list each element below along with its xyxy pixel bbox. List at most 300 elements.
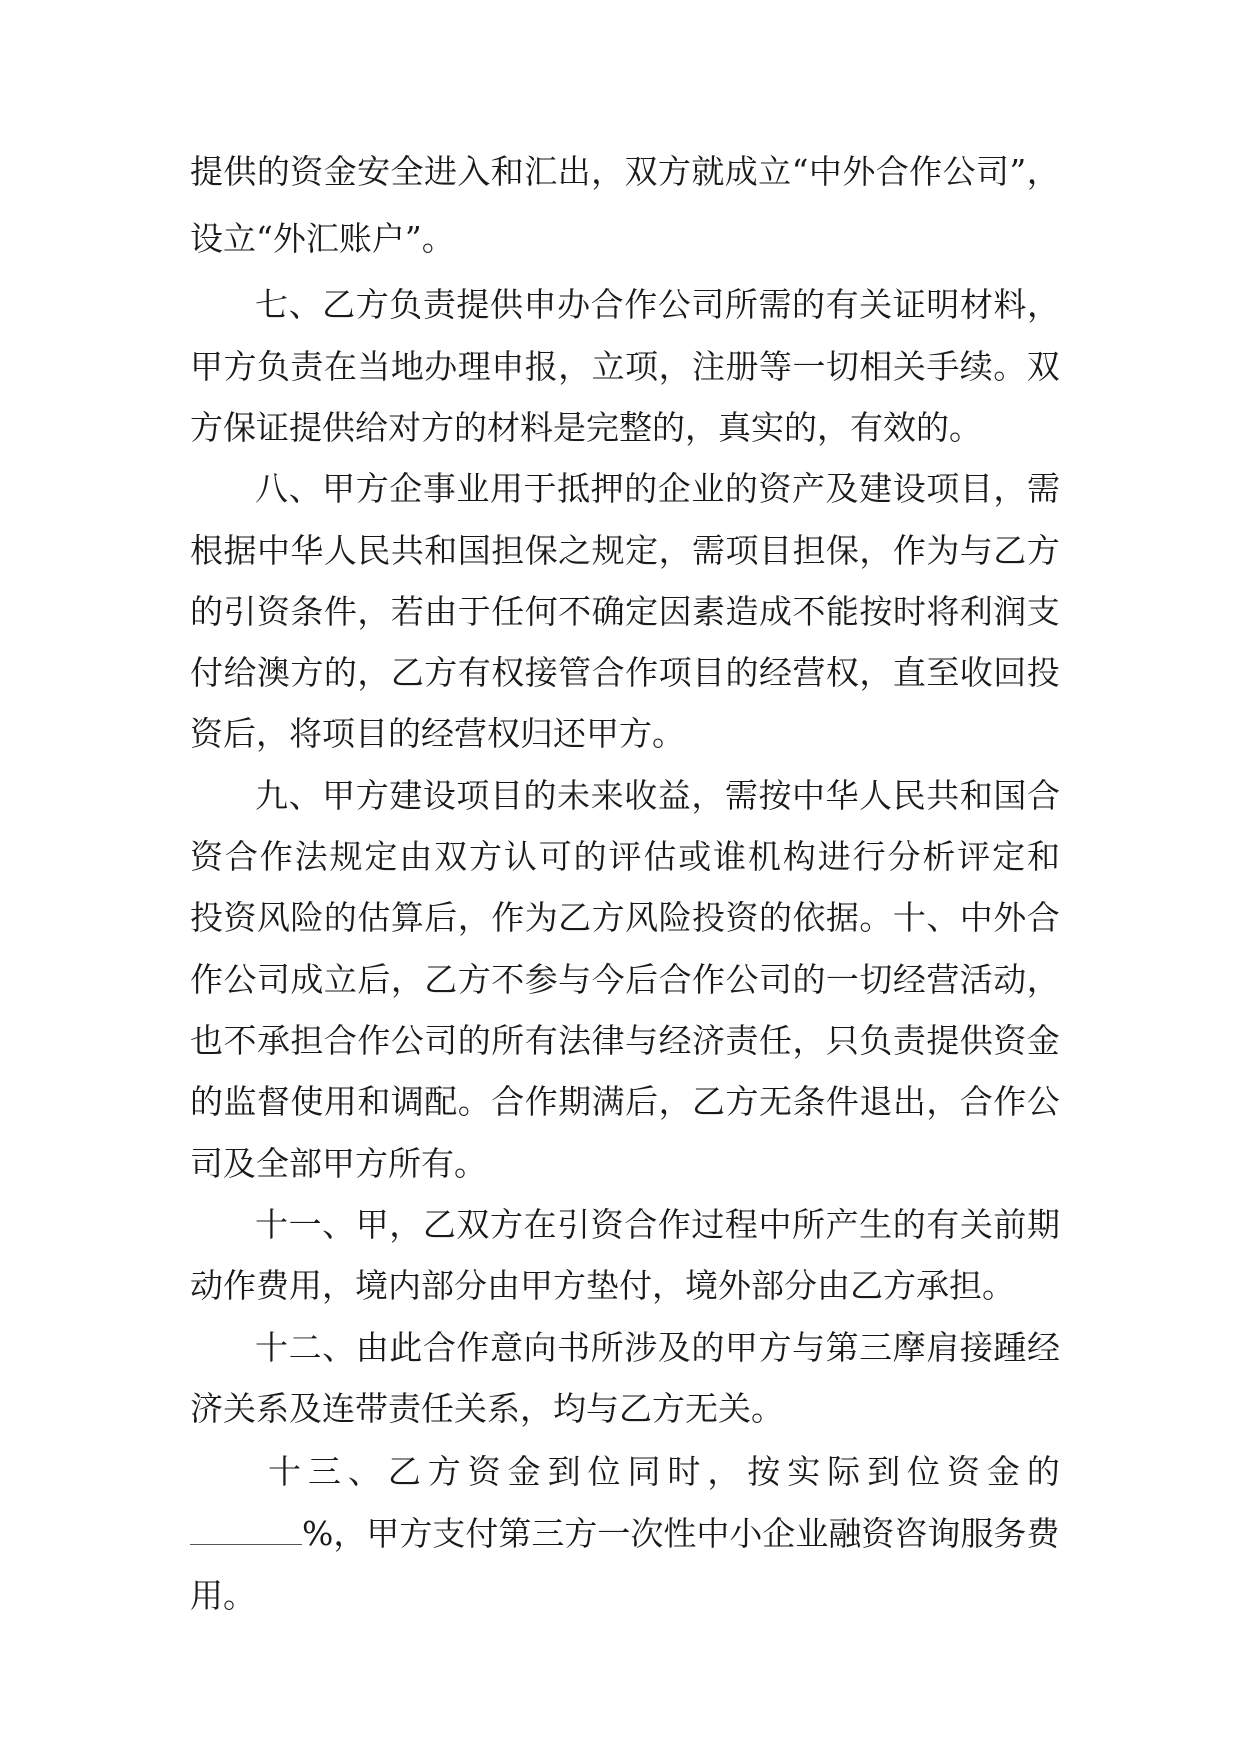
text-char: 合 <box>422 1328 456 1367</box>
text-line <box>255 1205 1060 1245</box>
text-char: 责 <box>422 285 456 324</box>
text-char: 公 <box>725 960 759 999</box>
text-char: 关 <box>959 1205 993 1244</box>
text-char: 关 <box>892 347 926 386</box>
text-char: 提 <box>456 285 490 324</box>
text-char: 作 <box>190 960 223 999</box>
text-char: 、 <box>288 285 322 324</box>
text-char: 公 <box>1026 1082 1060 1121</box>
text-char: 投 <box>190 898 223 937</box>
text-char: 。 <box>859 898 893 937</box>
text-char: 的 <box>624 469 658 508</box>
text-char: 乙 <box>422 1205 456 1244</box>
text-char: 险 <box>290 898 324 937</box>
text-char: 、 <box>322 1205 356 1244</box>
text-char: 乙 <box>993 531 1027 570</box>
text-char: 引 <box>223 592 257 631</box>
text-char: 摩 <box>892 1328 926 1367</box>
text-line <box>255 469 1060 509</box>
text-char: 根 <box>190 531 223 570</box>
text-char: 保 <box>524 531 558 570</box>
text-char: 人 <box>859 776 893 815</box>
text-char: 续 <box>959 347 993 386</box>
text-char: 、 <box>926 898 960 937</box>
text-char: 给 <box>223 653 257 692</box>
text-char: 用 <box>323 1082 357 1121</box>
text-char: 定 <box>625 531 659 570</box>
text-char: 双 <box>624 152 658 191</box>
text-char: 十 <box>892 898 926 937</box>
text-char: 润 <box>993 592 1027 631</box>
text-char: 由 <box>399 837 433 876</box>
text-char: 作 <box>456 1328 490 1367</box>
text-char: ， <box>658 347 692 386</box>
text-line: 济关系及连带责任关系，均与乙方无关。 <box>190 1389 784 1428</box>
text-char: 作 <box>625 653 659 692</box>
text-char: 的 <box>190 592 223 631</box>
text-char: 地 <box>390 347 424 386</box>
text-line <box>190 653 1060 693</box>
text-char: 金 <box>507 1452 541 1491</box>
text-char: 的 <box>256 152 290 191</box>
text-char: 利 <box>959 592 993 631</box>
text-char: 付 <box>190 653 223 692</box>
text-char: 材 <box>959 285 993 324</box>
text-char: “ <box>791 152 809 191</box>
text-char: 经 <box>658 1021 692 1060</box>
text-char: 接 <box>959 1328 993 1367</box>
text-char: 营 <box>926 960 960 999</box>
text-char: 十 <box>268 1452 301 1491</box>
text-char: 就 <box>691 152 725 191</box>
text-char: 民 <box>357 531 391 570</box>
text-char: 过 <box>691 1205 725 1244</box>
text-char: 的 <box>725 653 759 692</box>
text-char: 双 <box>434 837 468 876</box>
text-char: 经 <box>892 960 926 999</box>
text-char: 目 <box>758 531 792 570</box>
text-char: 料 <box>993 285 1027 324</box>
text-char: 保 <box>825 531 859 570</box>
text-char: 定 <box>992 837 1026 876</box>
text-char: 出 <box>557 152 591 191</box>
text-char: 法 <box>294 837 328 876</box>
text-line-with-blank <box>190 1514 1060 1554</box>
text-char: 司 <box>691 285 725 324</box>
text-char: 资 <box>725 898 759 937</box>
text-char: 营 <box>792 653 826 692</box>
text-char: 和 <box>490 152 524 191</box>
text-char: 公 <box>942 152 976 191</box>
text-char: 在 <box>323 347 357 386</box>
text-char: 及 <box>825 469 859 508</box>
text-char: 甲 <box>355 1205 389 1244</box>
text-char: 条 <box>792 1082 826 1121</box>
text-line <box>255 285 1060 325</box>
text-char: 等 <box>758 347 792 386</box>
text-char: 能 <box>825 592 859 631</box>
text-char: 供 <box>223 152 257 191</box>
text-char: 评 <box>957 837 991 876</box>
text-char: 乙 <box>387 1452 421 1491</box>
text-char: 济 <box>692 1021 726 1060</box>
text-char: 作 <box>624 285 658 324</box>
text-char: 的 <box>323 653 357 692</box>
text-char: 期 <box>558 1082 592 1121</box>
text-char: 此 <box>389 1328 423 1367</box>
text-char: 收 <box>959 653 993 692</box>
text-char: 乙 <box>424 960 458 999</box>
text-char: 方 <box>591 898 625 937</box>
text-line <box>190 592 1060 632</box>
text-char: 引 <box>557 1205 591 1244</box>
text-char: 目 <box>959 469 993 508</box>
text-char: 资 <box>946 1452 980 1491</box>
text-char: 方 <box>355 776 389 815</box>
text-char: 中 <box>792 776 825 815</box>
text-char: ， <box>1026 285 1060 324</box>
text-char: ， <box>691 776 725 815</box>
text-line <box>255 776 1060 816</box>
text-char: 建 <box>389 776 423 815</box>
text-char: 有 <box>524 1021 558 1060</box>
text-char: 外 <box>993 898 1027 937</box>
text-char: 确 <box>591 592 625 631</box>
text-char: 企 <box>389 469 423 508</box>
text-char: 一 <box>825 960 859 999</box>
text-char: 估 <box>643 837 677 876</box>
text-char: 资 <box>223 898 257 937</box>
text-char: ， <box>926 1082 960 1121</box>
text-char: 立 <box>591 347 625 386</box>
text-line: 司及全部甲方所有。 <box>190 1144 487 1183</box>
text-char: 权 <box>491 653 525 692</box>
text-char: ” <box>1009 152 1027 191</box>
text-char: 关 <box>859 285 893 324</box>
text-char: ， <box>993 469 1027 508</box>
text-char: 的 <box>573 837 607 876</box>
text-char: 项 <box>625 347 659 386</box>
text-char: 民 <box>892 776 926 815</box>
text-char: 所 <box>724 285 758 324</box>
text-char: 今 <box>591 960 625 999</box>
text-char: 、 <box>288 776 322 815</box>
text-char: 方 <box>223 347 257 386</box>
text-char: 规 <box>329 837 363 876</box>
text-char: 的 <box>190 1082 223 1121</box>
text-char: 。 <box>457 1082 491 1121</box>
text-char: 资 <box>993 1021 1027 1060</box>
text-char: 作 <box>524 1082 558 1121</box>
text-char: 手 <box>926 347 960 386</box>
text-char: 动 <box>993 960 1027 999</box>
text-char: 用 <box>489 469 523 508</box>
text-char: 成 <box>724 152 758 191</box>
text-char: ， <box>859 653 893 692</box>
text-char: 按 <box>747 1452 781 1491</box>
text-char: 方 <box>758 1328 792 1367</box>
text-char: 三 <box>859 1328 893 1367</box>
text-char: 出 <box>892 1082 926 1121</box>
text-char: 和 <box>424 531 458 570</box>
text-char: 时 <box>892 592 926 631</box>
text-char: 第 <box>825 1328 859 1367</box>
text-char: 证 <box>892 285 926 324</box>
text-char: 方 <box>355 285 389 324</box>
text-char: 际 <box>827 1452 861 1491</box>
text-char: 资 <box>256 592 290 631</box>
text-char: 和 <box>1027 837 1060 876</box>
text-char: 后 <box>625 1082 659 1121</box>
text-char: 方 <box>424 653 458 692</box>
text-char: 在 <box>523 1205 557 1244</box>
text-char: 外 <box>842 152 876 191</box>
text-char: 甲 <box>724 1328 758 1367</box>
text-line <box>190 531 1060 571</box>
text-char: 方 <box>290 653 324 692</box>
text-char: 八 <box>255 469 288 508</box>
text-char: ， <box>389 1205 423 1244</box>
text-char: 风 <box>625 898 659 937</box>
text-char: 益 <box>657 776 691 815</box>
text-char: 和 <box>959 776 993 815</box>
text-char: 乙 <box>692 1082 726 1121</box>
text-char: 不 <box>491 960 525 999</box>
text-char: 当 <box>357 347 391 386</box>
text-char: 收 <box>624 776 658 815</box>
text-char: 共 <box>390 531 424 570</box>
text-char: ， <box>591 152 625 191</box>
text-char: 配 <box>424 1082 458 1121</box>
text-char: 的 <box>792 285 825 324</box>
text-char: 提 <box>190 152 223 191</box>
text-char: 据 <box>223 531 257 570</box>
text-char: 十 <box>255 1205 288 1244</box>
text-char: 的 <box>724 469 758 508</box>
text-char: 项 <box>456 776 490 815</box>
text-line: %，甲方支付第三方一次性中小企业融资咨询服务费 <box>302 1514 1060 1553</box>
text-char: 方 <box>469 837 502 876</box>
text-char: 方 <box>657 152 691 191</box>
text-char: 后 <box>424 898 458 937</box>
text-char: 与 <box>959 531 993 570</box>
text-char: 需 <box>758 285 792 324</box>
text-char: ， <box>859 531 893 570</box>
text-char: 司 <box>256 960 290 999</box>
text-char: ， <box>558 347 592 386</box>
text-char: 十 <box>255 1328 288 1367</box>
text-char: 肩 <box>926 1328 960 1367</box>
text-char: 公 <box>390 1021 424 1060</box>
text-char: 向 <box>523 1328 557 1367</box>
text-char: 位 <box>907 1452 940 1491</box>
text-char: 合 <box>624 1205 658 1244</box>
text-line: 方保证提供给对方的材料是完整的，真实的，有效的。 <box>190 408 982 447</box>
text-char: 法 <box>558 1021 592 1060</box>
text-char: 乙 <box>390 653 424 692</box>
text-char: 项 <box>658 653 692 692</box>
text-char: 也 <box>190 1021 223 1060</box>
text-char: 所 <box>491 1021 525 1060</box>
text-char: 责 <box>892 1021 926 1060</box>
text-char: 、 <box>288 469 322 508</box>
text-line <box>190 898 1060 938</box>
text-char: 析 <box>922 837 956 876</box>
text-char: 实 <box>787 1452 821 1491</box>
text-char: 华 <box>825 776 859 815</box>
text-char: 事 <box>422 469 456 508</box>
text-char: 。 <box>993 347 1027 386</box>
text-char: 担 <box>792 531 826 570</box>
text-char: 由 <box>424 592 458 631</box>
text-char: 人 <box>323 531 357 570</box>
text-char: 供 <box>959 1021 993 1060</box>
text-char: 投 <box>692 898 726 937</box>
text-char: 申 <box>491 347 525 386</box>
text-char: 满 <box>591 1082 625 1121</box>
text-char: 产 <box>825 1205 859 1244</box>
text-char: 作 <box>491 898 525 937</box>
text-char: ， <box>658 1082 692 1121</box>
text-char: 报 <box>524 347 558 386</box>
text-char: 押 <box>590 469 624 508</box>
text-char: 作 <box>357 1021 391 1060</box>
text-char: 入 <box>457 152 491 191</box>
text-char: 金 <box>323 152 357 191</box>
text-char: 涉 <box>624 1328 658 1367</box>
text-char: ， <box>390 960 424 999</box>
text-char: 方 <box>427 1452 461 1491</box>
text-char: 成 <box>758 592 792 631</box>
text-char: 构 <box>782 837 816 876</box>
text-char: 条 <box>290 592 324 631</box>
text-char: 不 <box>223 1021 257 1060</box>
text-char: 权 <box>825 653 859 692</box>
text-char: 汇 <box>524 152 558 191</box>
text-char: 甲 <box>322 469 356 508</box>
text-char: 目 <box>692 653 726 692</box>
fill-in-blank <box>190 1514 302 1545</box>
text-char: 相 <box>859 347 893 386</box>
text-char: 未 <box>557 776 591 815</box>
text-char: 若 <box>390 592 424 631</box>
text-char: 产 <box>792 469 825 508</box>
text-char: 行 <box>852 837 886 876</box>
text-char: 企 <box>657 469 691 508</box>
text-char: 切 <box>859 960 893 999</box>
text-char: 作 <box>657 1205 691 1244</box>
text-char: 规 <box>591 531 625 570</box>
text-char: 作 <box>892 531 926 570</box>
text-char: 资 <box>467 1452 501 1491</box>
text-char: 参 <box>524 960 558 999</box>
text-char: 提 <box>926 1021 960 1060</box>
text-char: 任 <box>758 1021 792 1060</box>
text-char: 七 <box>255 285 288 324</box>
text-char: 金 <box>1026 1021 1060 1060</box>
text-char: 方 <box>355 469 389 508</box>
text-char: 设 <box>892 469 926 508</box>
text-line <box>190 347 1060 387</box>
text-char: 督 <box>256 1082 290 1121</box>
text-char: 机 <box>748 837 781 876</box>
text-char: 中 <box>808 152 842 191</box>
text-char: 目 <box>489 776 523 815</box>
text-char: 切 <box>825 347 859 386</box>
text-char: 退 <box>859 1082 893 1121</box>
text-char: 依 <box>792 898 826 937</box>
text-char: 意 <box>489 1328 523 1367</box>
text-char: 活 <box>959 960 993 999</box>
text-char: 不 <box>558 592 592 631</box>
text-char: 合 <box>1026 776 1060 815</box>
text-char: 到 <box>867 1452 901 1491</box>
text-char: 乙 <box>558 898 592 937</box>
text-char: 与 <box>558 960 592 999</box>
text-char: 后 <box>357 960 391 999</box>
text-char: 估 <box>357 898 391 937</box>
text-char: 合 <box>875 152 909 191</box>
text-char: 作 <box>909 152 943 191</box>
text-char: 合 <box>224 837 258 876</box>
text-char: 期 <box>1026 1205 1060 1244</box>
text-char: 何 <box>524 592 558 631</box>
text-char: 公 <box>657 285 691 324</box>
text-char: 所 <box>792 1205 825 1244</box>
text-char: 理 <box>457 347 491 386</box>
text-char: 需 <box>724 776 758 815</box>
text-char: 的 <box>758 898 792 937</box>
text-char: 需 <box>1026 469 1060 508</box>
text-char: 不 <box>792 592 826 631</box>
text-char: 进 <box>423 152 457 191</box>
text-char: 定 <box>364 837 398 876</box>
text-char: 的 <box>792 960 826 999</box>
text-char: 、 <box>322 1328 356 1367</box>
text-char: 风 <box>256 898 290 937</box>
text-char: 建 <box>859 469 893 508</box>
text-char: 合 <box>590 285 624 324</box>
text-char: 按 <box>758 776 792 815</box>
text-char: 至 <box>926 653 960 692</box>
text-char: 分 <box>887 837 921 876</box>
text-char: 项 <box>725 531 759 570</box>
text-char: 使 <box>290 1082 324 1121</box>
text-char: ， <box>707 1452 741 1491</box>
text-char: 金 <box>986 1452 1020 1491</box>
text-char: 可 <box>538 837 572 876</box>
text-char: 监 <box>223 1082 257 1121</box>
text-char: 作 <box>692 960 726 999</box>
text-char: 华 <box>290 531 324 570</box>
text-char: ， <box>792 1021 826 1060</box>
text-char: 件 <box>825 1082 859 1121</box>
text-char: 全 <box>390 152 424 191</box>
text-char: 险 <box>658 898 692 937</box>
text-char: 册 <box>725 347 759 386</box>
text-char: 经 <box>1026 1328 1060 1367</box>
text-char: 合 <box>658 960 692 999</box>
text-char: 责 <box>725 1021 759 1060</box>
text-char: 评 <box>608 837 642 876</box>
text-char: 中 <box>256 531 290 570</box>
text-char: 承 <box>256 1021 290 1060</box>
text-char: 前 <box>993 1205 1027 1244</box>
text-char: 双 <box>456 1205 490 1244</box>
text-char: 件 <box>323 592 357 631</box>
text-char: 管 <box>558 653 592 692</box>
text-char: 资 <box>190 837 223 876</box>
